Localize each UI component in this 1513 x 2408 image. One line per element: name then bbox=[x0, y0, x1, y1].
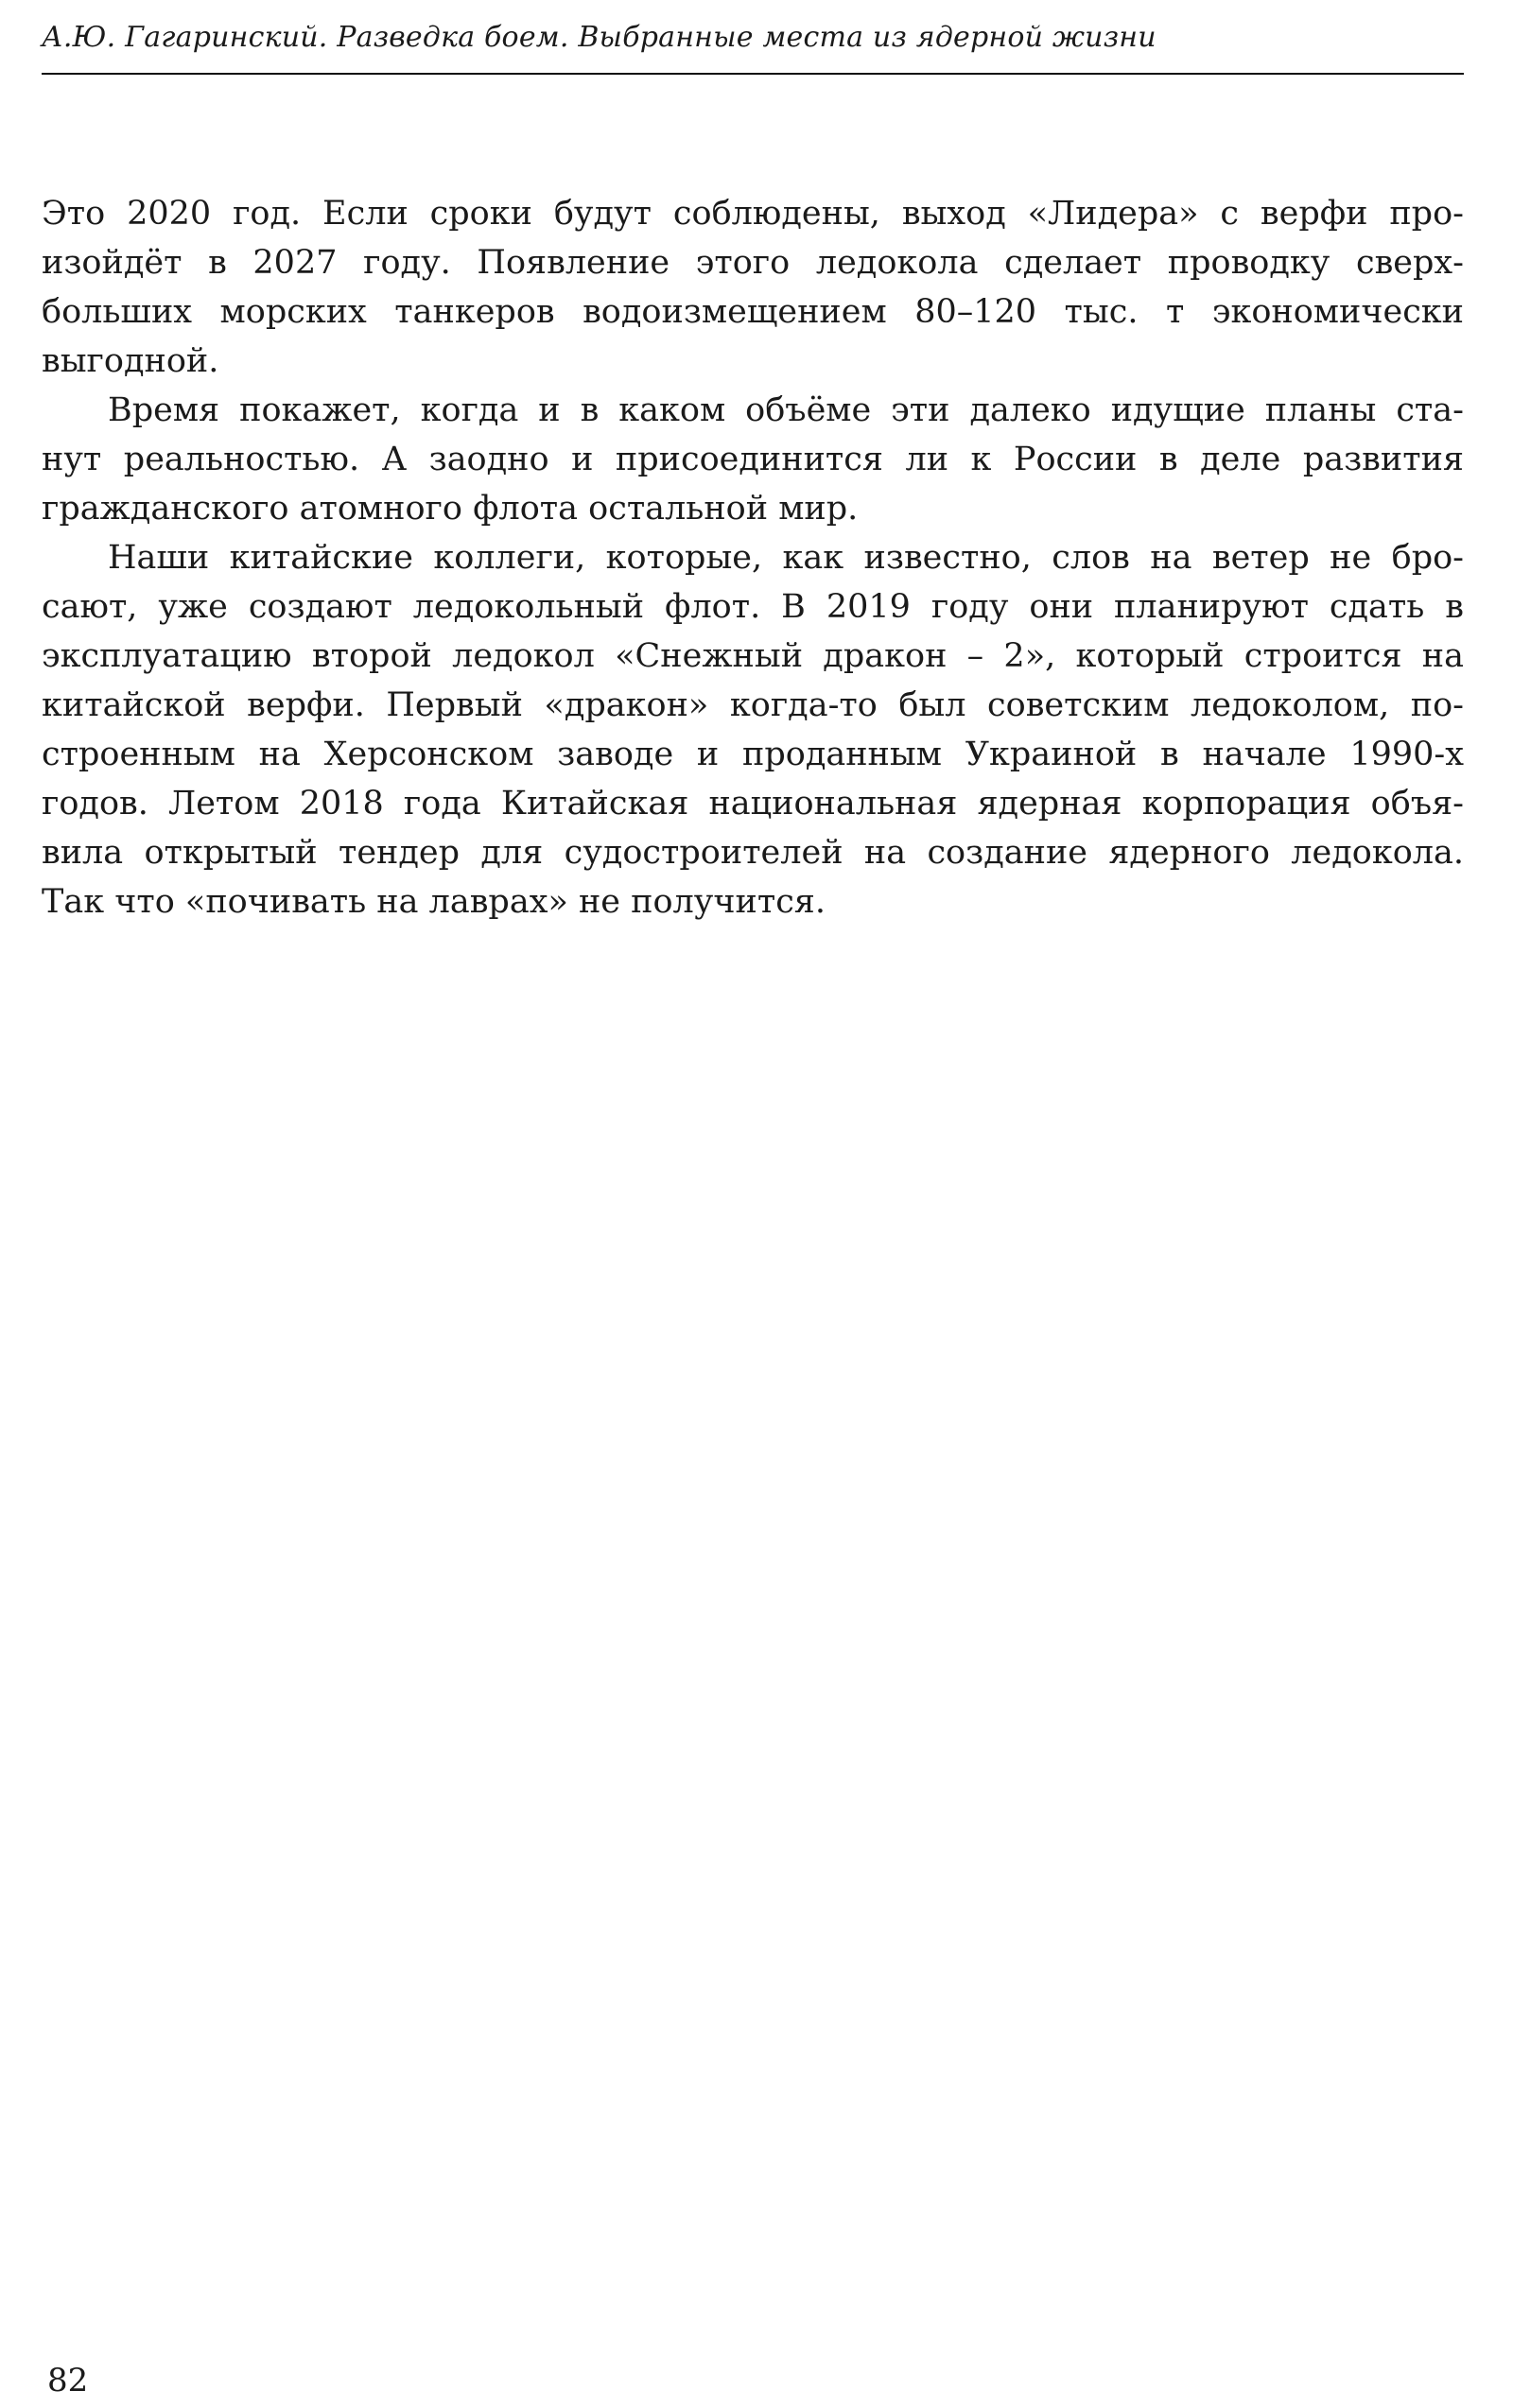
running-header bbox=[42, 13, 1464, 74]
text-line: больших морских танкеров водоизмещением 80–120 тыс. т экономически bbox=[42, 293, 1464, 331]
text-line: выгодной. bbox=[42, 342, 219, 380]
page-number: 82 bbox=[47, 2362, 89, 2399]
text-line: нут реальностью. А заодно и присоединится ли к России в деле развития bbox=[42, 441, 1464, 478]
text-line: Время покажет, когда и в каком объёме эти далеко идущие планы ста- bbox=[108, 391, 1464, 429]
text-line: эксплуатацию второй ледокол «Снежный дракон – 2», который строится на bbox=[42, 637, 1464, 675]
header-rule bbox=[42, 73, 1464, 75]
text-line: китайской верфи. Первый «дракон» когда-то был советским ледоколом, по- bbox=[42, 686, 1464, 724]
text-line: Наши китайские коллеги, которые, как известно, слов на ветер не бро- bbox=[108, 539, 1464, 577]
text-line: вила открытый тендер для судостроителей на создание ядерного ледокола. bbox=[42, 834, 1464, 872]
text-line: годов. Летом 2018 года Китайская национальная ядерная корпорация объя- bbox=[42, 785, 1464, 823]
text-line: Это 2020 год. Если сроки будут соблюдены, выход «Лидера» с верфи про- bbox=[42, 195, 1464, 233]
text-line: строенным на Херсонском заводе и проданным Украиной в начале 1990-х bbox=[42, 736, 1464, 773]
text-line: Так что «почивать на лаврах» не получится. bbox=[42, 883, 826, 921]
text-line: гражданского атомного флота остальной мир. bbox=[42, 490, 859, 528]
text-line: изойдёт в 2027 году. Появление этого ледокола сделает проводку сверх- bbox=[42, 244, 1464, 282]
text-line: сают, уже создают ледокольный флот. В 2019 году они планируют сдать в bbox=[42, 588, 1464, 626]
running-title: А.Ю. Гагаринский. Разведка боем. Выбранные места из ядерной жизни bbox=[42, 21, 1156, 54]
body-text bbox=[42, 189, 1464, 927]
